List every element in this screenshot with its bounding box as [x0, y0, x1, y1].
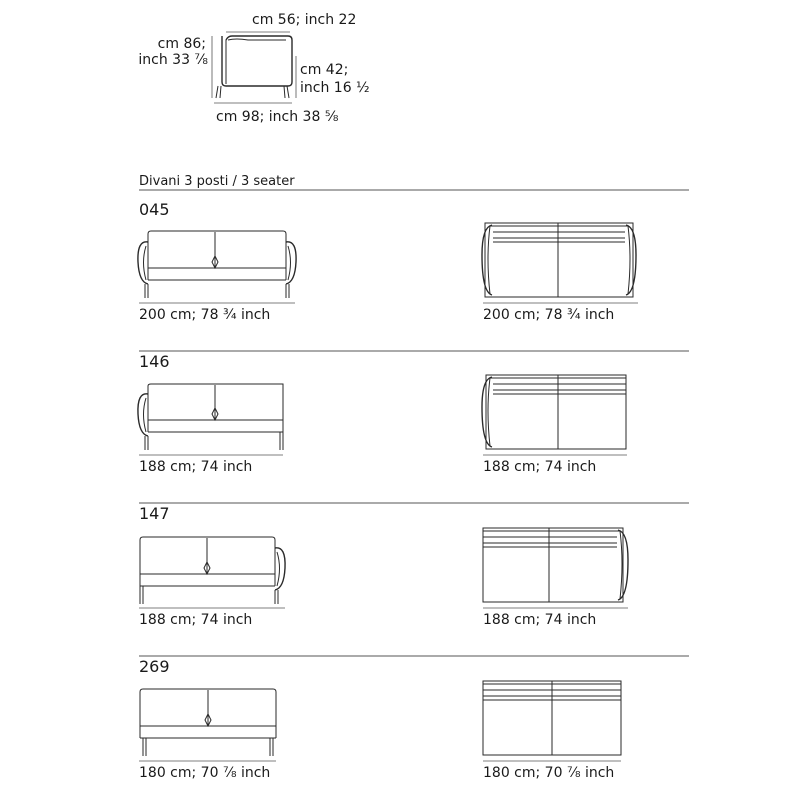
seat-inch-label: inch 16 ½	[300, 80, 370, 96]
front-size-146: 188 cm; 74 inch	[139, 459, 253, 475]
model-code-269: 269	[139, 657, 170, 676]
top-view-269	[483, 681, 621, 755]
model-code-147: 147	[139, 504, 170, 523]
top-size-146: 188 cm; 74 inch	[483, 459, 597, 475]
top-size-147: 188 cm; 74 inch	[483, 612, 597, 628]
top-size-269: 180 cm; 70 ⅞ inch	[483, 765, 615, 781]
side-view-drawing	[212, 32, 296, 103]
depth-label: cm 56; inch 22	[252, 12, 357, 28]
top-view-147	[483, 528, 628, 602]
front-view-146	[138, 384, 283, 450]
front-view-045	[138, 231, 296, 298]
top-view-146	[482, 375, 626, 449]
model-code-045: 045	[139, 200, 170, 219]
width-label: cm 98; inch 38 ⅝	[216, 109, 339, 125]
front-view-269	[140, 689, 276, 756]
front-size-147: 188 cm; 74 inch	[139, 612, 253, 628]
model-code-146: 146	[139, 352, 170, 371]
seat-cm-label: cm 42;	[300, 62, 349, 78]
section-title: Divani 3 posti / 3 seater	[139, 174, 295, 189]
front-size-269: 180 cm; 70 ⅞ inch	[139, 765, 271, 781]
top-size-045: 200 cm; 78 ¾ inch	[483, 307, 615, 323]
height-cm-label: cm 86;	[157, 36, 206, 52]
front-view-147	[140, 537, 285, 604]
height-inch-label: inch 33 ⅞	[138, 52, 208, 68]
top-view-045	[482, 223, 636, 297]
front-size-045: 200 cm; 78 ¾ inch	[139, 307, 271, 323]
